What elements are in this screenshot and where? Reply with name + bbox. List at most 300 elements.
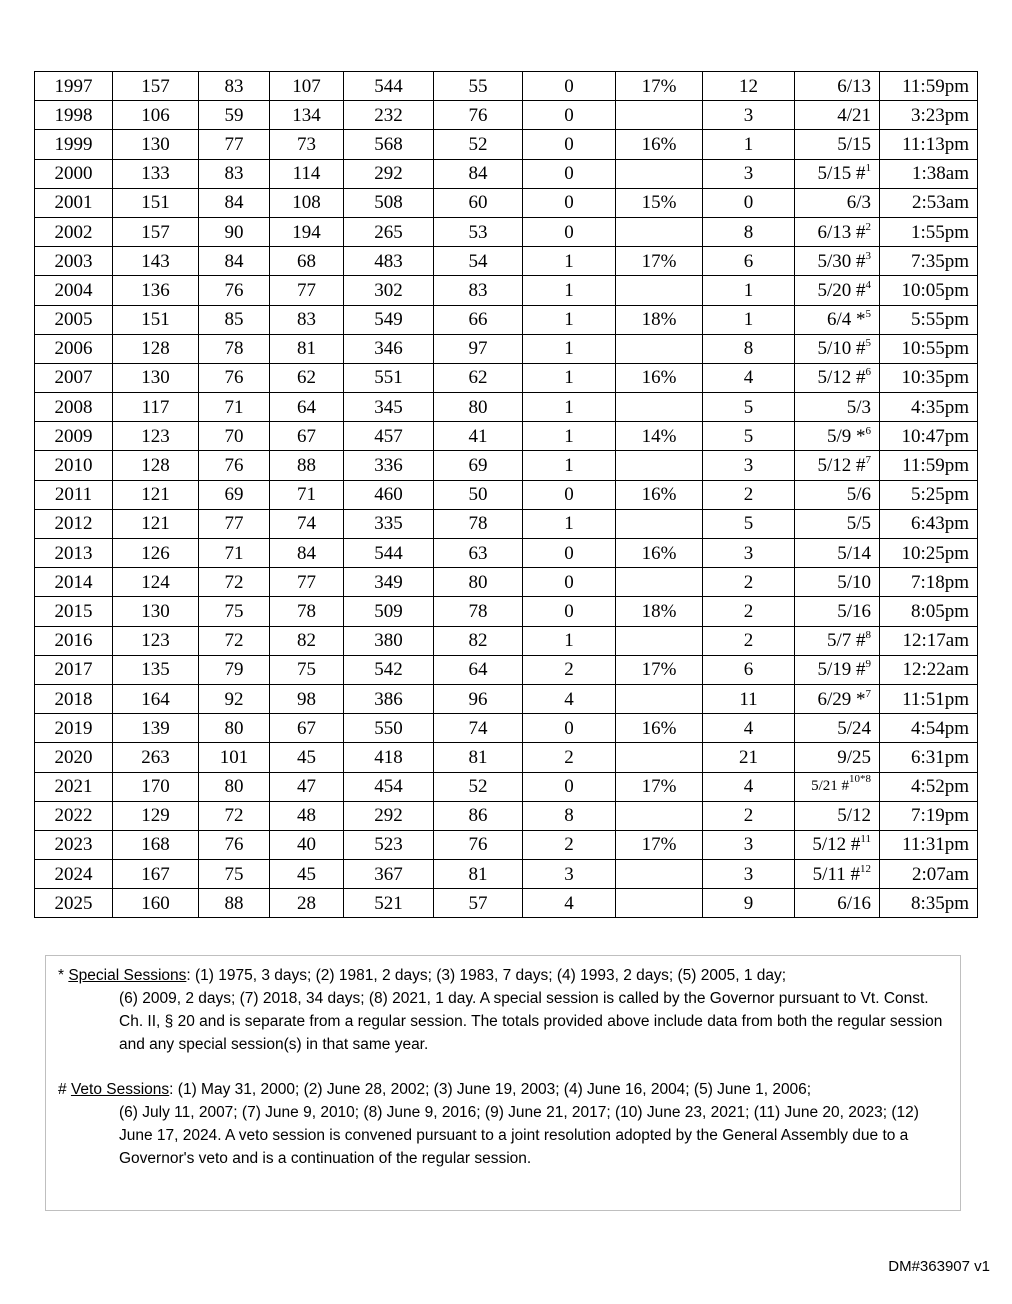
cell-adjourn-date bbox=[795, 597, 880, 626]
cell-col-4: 48 bbox=[270, 801, 344, 830]
cell-col-6: 76 bbox=[434, 830, 523, 859]
cell-col-6: 83 bbox=[434, 276, 523, 305]
cell-col-7: 0 bbox=[523, 772, 616, 801]
cell-col-2: 123 bbox=[113, 626, 199, 655]
cell-year: 1999 bbox=[35, 130, 113, 159]
special-sessions-list: : (1) 1975, 3 days; (2) 1981, 2 days; (3) 1983, 7 days; (4) 1993, 2 days; (5) 2005, 1 day; bbox=[186, 967, 787, 984]
cell-col-3: 80 bbox=[199, 714, 270, 743]
cell-percent: 16% bbox=[616, 363, 703, 392]
adjourn-date-text: 5/30 # bbox=[817, 250, 866, 272]
cell-col-5: 460 bbox=[344, 480, 434, 509]
cell-adjourn-time: 6:31pm bbox=[880, 743, 978, 772]
adjourn-date-text: 5/11 # bbox=[812, 863, 860, 885]
cell-adjourn-date bbox=[795, 101, 880, 130]
cell-col-7: 0 bbox=[523, 568, 616, 597]
cell-adjourn-date bbox=[795, 539, 880, 568]
cell-col-2: 106 bbox=[113, 101, 199, 130]
cell-adjourn-date bbox=[795, 130, 880, 159]
cell-col-3: 59 bbox=[199, 101, 270, 130]
cell-col-6: 55 bbox=[434, 72, 523, 101]
cell-col-7: 0 bbox=[523, 159, 616, 188]
cell-col-2: 151 bbox=[113, 305, 199, 334]
cell-col-9: 3 bbox=[703, 830, 795, 859]
cell-col-2: 130 bbox=[113, 130, 199, 159]
cell-col-4: 74 bbox=[270, 509, 344, 538]
cell-year: 2008 bbox=[35, 393, 113, 422]
cell-percent bbox=[616, 801, 703, 830]
cell-adjourn-date bbox=[795, 422, 880, 451]
cell-adjourn-time: 11:13pm bbox=[880, 130, 978, 159]
cell-percent: 17% bbox=[616, 72, 703, 101]
cell-col-6: 64 bbox=[434, 655, 523, 684]
cell-col-5: 521 bbox=[344, 889, 434, 918]
cell-col-2: 124 bbox=[113, 568, 199, 597]
cell-col-5: 302 bbox=[344, 276, 434, 305]
cell-col-6: 97 bbox=[434, 334, 523, 363]
cell-year: 2015 bbox=[35, 597, 113, 626]
cell-adjourn-time: 10:25pm bbox=[880, 539, 978, 568]
cell-col-5: 483 bbox=[344, 247, 434, 276]
cell-adjourn-date bbox=[795, 743, 880, 772]
cell-col-5: 346 bbox=[344, 334, 434, 363]
cell-percent bbox=[616, 743, 703, 772]
cell-col-7: 1 bbox=[523, 393, 616, 422]
cell-col-7: 0 bbox=[523, 539, 616, 568]
adjourn-date-text: 5/21 # bbox=[811, 778, 849, 795]
cell-year: 2023 bbox=[35, 830, 113, 859]
cell-percent: 16% bbox=[616, 539, 703, 568]
cell-col-9: 3 bbox=[703, 539, 795, 568]
cell-col-9: 2 bbox=[703, 568, 795, 597]
cell-col-9: 2 bbox=[703, 801, 795, 830]
cell-percent bbox=[616, 393, 703, 422]
cell-col-4: 194 bbox=[270, 217, 344, 246]
table-row bbox=[35, 305, 978, 334]
cell-percent bbox=[616, 334, 703, 363]
cell-col-9: 5 bbox=[703, 422, 795, 451]
cell-adjourn-time: 8:05pm bbox=[880, 597, 978, 626]
cell-percent bbox=[616, 860, 703, 889]
footnote-marker: 9 bbox=[865, 658, 871, 671]
cell-col-4: 78 bbox=[270, 597, 344, 626]
cell-year: 2009 bbox=[35, 422, 113, 451]
cell-col-9: 0 bbox=[703, 188, 795, 217]
cell-col-2: 135 bbox=[113, 655, 199, 684]
table-row bbox=[35, 655, 978, 684]
cell-col-4: 67 bbox=[270, 714, 344, 743]
cell-col-5: 544 bbox=[344, 72, 434, 101]
cell-percent bbox=[616, 159, 703, 188]
cell-percent bbox=[616, 217, 703, 246]
cell-col-5: 345 bbox=[344, 393, 434, 422]
table-row bbox=[35, 393, 978, 422]
cell-col-6: 80 bbox=[434, 393, 523, 422]
table-row bbox=[35, 772, 978, 801]
cell-col-3: 78 bbox=[199, 334, 270, 363]
adjourn-date-text: 5/14 bbox=[837, 542, 871, 564]
veto-sessions-description: (6) July 11, 2007; (7) June 9, 2010; (8) June 9, 2016; (9) June 21, 2017; (10) June 23, 2021; (11) June 20, 2023; (12) June 17, 2024. A veto session is convened pursuant to a joint resolution adopted by the General Assembly due to a Governor's veto and is a continuation of the regular session. bbox=[119, 1104, 919, 1167]
table-row bbox=[35, 889, 978, 918]
table-row bbox=[35, 597, 978, 626]
adjourn-date-text: 5/5 bbox=[846, 513, 871, 535]
cell-col-6: 53 bbox=[434, 217, 523, 246]
footnote-marker: 4 bbox=[865, 278, 871, 291]
cell-year: 2013 bbox=[35, 539, 113, 568]
cell-col-4: 77 bbox=[270, 276, 344, 305]
cell-adjourn-date bbox=[795, 393, 880, 422]
cell-col-5: 386 bbox=[344, 684, 434, 713]
cell-col-6: 41 bbox=[434, 422, 523, 451]
cell-percent bbox=[616, 451, 703, 480]
cell-col-4: 71 bbox=[270, 480, 344, 509]
cell-col-7: 0 bbox=[523, 72, 616, 101]
footnote-marker: 5 bbox=[865, 337, 871, 350]
cell-col-4: 67 bbox=[270, 422, 344, 451]
cell-col-9: 9 bbox=[703, 889, 795, 918]
cell-col-9: 1 bbox=[703, 130, 795, 159]
table-row bbox=[35, 422, 978, 451]
adjourn-date-text: 5/12 # bbox=[817, 367, 866, 389]
cell-adjourn-date bbox=[795, 480, 880, 509]
cell-col-7: 0 bbox=[523, 480, 616, 509]
cell-col-3: 76 bbox=[199, 830, 270, 859]
cell-col-4: 107 bbox=[270, 72, 344, 101]
adjourn-date-text: 5/16 bbox=[837, 600, 871, 622]
cell-col-2: 168 bbox=[113, 830, 199, 859]
cell-year: 2000 bbox=[35, 159, 113, 188]
cell-adjourn-time: 4:54pm bbox=[880, 714, 978, 743]
cell-col-7: 1 bbox=[523, 451, 616, 480]
cell-year: 2002 bbox=[35, 217, 113, 246]
cell-percent: 15% bbox=[616, 188, 703, 217]
cell-col-6: 66 bbox=[434, 305, 523, 334]
cell-col-5: 549 bbox=[344, 305, 434, 334]
cell-col-3: 83 bbox=[199, 72, 270, 101]
cell-col-4: 40 bbox=[270, 830, 344, 859]
cell-adjourn-time: 5:25pm bbox=[880, 480, 978, 509]
cell-col-4: 98 bbox=[270, 684, 344, 713]
cell-col-5: 509 bbox=[344, 597, 434, 626]
cell-col-2: 121 bbox=[113, 509, 199, 538]
cell-col-3: 88 bbox=[199, 889, 270, 918]
footnote-marker: 1 bbox=[865, 162, 871, 175]
cell-col-3: 76 bbox=[199, 451, 270, 480]
adjourn-date-text: 5/10 # bbox=[817, 338, 866, 360]
cell-col-2: 170 bbox=[113, 772, 199, 801]
cell-col-2: 128 bbox=[113, 451, 199, 480]
cell-col-9: 1 bbox=[703, 276, 795, 305]
cell-col-3: 83 bbox=[199, 159, 270, 188]
cell-col-5: 457 bbox=[344, 422, 434, 451]
cell-col-3: 80 bbox=[199, 772, 270, 801]
table-row bbox=[35, 451, 978, 480]
cell-col-9: 1 bbox=[703, 305, 795, 334]
cell-col-4: 81 bbox=[270, 334, 344, 363]
adjourn-date-text: 6/4 * bbox=[826, 309, 866, 331]
cell-col-3: 77 bbox=[199, 509, 270, 538]
table-row bbox=[35, 130, 978, 159]
cell-year: 2020 bbox=[35, 743, 113, 772]
cell-col-2: 164 bbox=[113, 684, 199, 713]
footnote-marker: 8 bbox=[865, 629, 871, 642]
cell-col-3: 72 bbox=[199, 801, 270, 830]
cell-col-5: 550 bbox=[344, 714, 434, 743]
cell-year: 2022 bbox=[35, 801, 113, 830]
cell-col-4: 62 bbox=[270, 363, 344, 392]
cell-adjourn-time: 7:35pm bbox=[880, 247, 978, 276]
adjourn-date-text: 9/25 bbox=[837, 746, 871, 768]
cell-col-3: 71 bbox=[199, 393, 270, 422]
table-row bbox=[35, 626, 978, 655]
cell-year: 2019 bbox=[35, 714, 113, 743]
cell-col-9: 21 bbox=[703, 743, 795, 772]
cell-adjourn-date bbox=[795, 626, 880, 655]
cell-col-6: 60 bbox=[434, 188, 523, 217]
footnotes-box bbox=[45, 955, 961, 1211]
cell-adjourn-time: 7:19pm bbox=[880, 801, 978, 830]
table-row bbox=[35, 159, 978, 188]
cell-col-5: 544 bbox=[344, 539, 434, 568]
cell-col-6: 96 bbox=[434, 684, 523, 713]
adjourn-date-text: 5/9 * bbox=[826, 425, 866, 447]
cell-col-2: 263 bbox=[113, 743, 199, 772]
cell-col-5: 292 bbox=[344, 801, 434, 830]
cell-col-4: 134 bbox=[270, 101, 344, 130]
cell-percent bbox=[616, 626, 703, 655]
adjourn-date-text: 5/24 bbox=[837, 717, 871, 739]
cell-adjourn-time: 11:59pm bbox=[880, 72, 978, 101]
cell-col-6: 74 bbox=[434, 714, 523, 743]
cell-adjourn-date bbox=[795, 860, 880, 889]
cell-col-7: 1 bbox=[523, 276, 616, 305]
cell-col-7: 1 bbox=[523, 363, 616, 392]
cell-adjourn-time: 1:38am bbox=[880, 159, 978, 188]
special-sessions-note bbox=[58, 964, 948, 1056]
cell-col-2: 123 bbox=[113, 422, 199, 451]
cell-col-9: 3 bbox=[703, 159, 795, 188]
table-row bbox=[35, 830, 978, 859]
footnote-marker: 11 bbox=[860, 833, 871, 846]
cell-adjourn-time: 3:23pm bbox=[880, 101, 978, 130]
cell-col-7: 0 bbox=[523, 130, 616, 159]
cell-col-4: 83 bbox=[270, 305, 344, 334]
cell-col-3: 72 bbox=[199, 568, 270, 597]
cell-col-4: 108 bbox=[270, 188, 344, 217]
cell-adjourn-date bbox=[795, 334, 880, 363]
cell-col-7: 4 bbox=[523, 684, 616, 713]
cell-year: 2012 bbox=[35, 509, 113, 538]
cell-col-2: 126 bbox=[113, 539, 199, 568]
cell-percent bbox=[616, 509, 703, 538]
cell-year: 2005 bbox=[35, 305, 113, 334]
special-sessions-description: (6) 2009, 2 days; (7) 2018, 34 days; (8) 2021, 1 day. A special session is called by the Governor pursuant to Vt. Const. Ch. II, § 20 and is separate from a regular session. The totals provided above include data from both the regular session and any special session(s) in that same year. bbox=[119, 990, 943, 1053]
cell-col-5: 367 bbox=[344, 860, 434, 889]
document-id: DM#363907 v1 bbox=[888, 1258, 990, 1275]
cell-year: 2024 bbox=[35, 860, 113, 889]
cell-col-3: 77 bbox=[199, 130, 270, 159]
cell-adjourn-date bbox=[795, 772, 880, 801]
footnote-marker: 7 bbox=[865, 687, 871, 700]
cell-col-2: 136 bbox=[113, 276, 199, 305]
cell-col-3: 90 bbox=[199, 217, 270, 246]
cell-col-3: 79 bbox=[199, 655, 270, 684]
cell-year: 2001 bbox=[35, 188, 113, 217]
adjourn-date-text: 5/15 bbox=[837, 133, 871, 155]
cell-col-6: 50 bbox=[434, 480, 523, 509]
cell-adjourn-date bbox=[795, 684, 880, 713]
cell-col-9: 6 bbox=[703, 655, 795, 684]
cell-col-9: 2 bbox=[703, 480, 795, 509]
cell-col-6: 86 bbox=[434, 801, 523, 830]
cell-adjourn-time: 8:35pm bbox=[880, 889, 978, 918]
cell-col-3: 84 bbox=[199, 247, 270, 276]
cell-adjourn-date bbox=[795, 276, 880, 305]
cell-percent: 16% bbox=[616, 480, 703, 509]
cell-col-5: 551 bbox=[344, 363, 434, 392]
cell-col-2: 157 bbox=[113, 72, 199, 101]
cell-col-6: 52 bbox=[434, 130, 523, 159]
cell-col-6: 54 bbox=[434, 247, 523, 276]
adjourn-date-text: 5/3 bbox=[846, 396, 871, 418]
table-row bbox=[35, 801, 978, 830]
cell-percent: 14% bbox=[616, 422, 703, 451]
cell-col-2: 133 bbox=[113, 159, 199, 188]
cell-col-7: 1 bbox=[523, 626, 616, 655]
cell-adjourn-time: 4:35pm bbox=[880, 393, 978, 422]
table-row bbox=[35, 188, 978, 217]
cell-col-3: 72 bbox=[199, 626, 270, 655]
cell-adjourn-date bbox=[795, 830, 880, 859]
adjourn-date-text: 6/29 * bbox=[817, 688, 866, 710]
cell-col-7: 1 bbox=[523, 422, 616, 451]
cell-col-9: 3 bbox=[703, 451, 795, 480]
cell-percent: 18% bbox=[616, 305, 703, 334]
footnote-marker: 2 bbox=[865, 220, 871, 233]
table-row bbox=[35, 568, 978, 597]
table-row bbox=[35, 509, 978, 538]
cell-year: 2021 bbox=[35, 772, 113, 801]
cell-col-6: 80 bbox=[434, 568, 523, 597]
cell-year: 1997 bbox=[35, 72, 113, 101]
cell-col-6: 84 bbox=[434, 159, 523, 188]
cell-col-9: 3 bbox=[703, 101, 795, 130]
cell-col-9: 11 bbox=[703, 684, 795, 713]
cell-col-3: 101 bbox=[199, 743, 270, 772]
cell-year: 2014 bbox=[35, 568, 113, 597]
cell-adjourn-date bbox=[795, 247, 880, 276]
cell-col-2: 157 bbox=[113, 217, 199, 246]
adjourn-date-text: 5/6 bbox=[846, 484, 871, 506]
cell-col-7: 4 bbox=[523, 889, 616, 918]
cell-adjourn-date bbox=[795, 655, 880, 684]
cell-adjourn-time: 10:35pm bbox=[880, 363, 978, 392]
cell-col-5: 335 bbox=[344, 509, 434, 538]
cell-col-4: 47 bbox=[270, 772, 344, 801]
cell-col-9: 2 bbox=[703, 626, 795, 655]
adjourn-date-text: 5/12 # bbox=[817, 455, 866, 477]
cell-adjourn-time: 6:43pm bbox=[880, 509, 978, 538]
cell-col-6: 82 bbox=[434, 626, 523, 655]
cell-percent: 16% bbox=[616, 714, 703, 743]
cell-percent: 18% bbox=[616, 597, 703, 626]
cell-adjourn-date bbox=[795, 72, 880, 101]
footnote-marker: 10*8 bbox=[849, 773, 871, 786]
table-row bbox=[35, 684, 978, 713]
cell-col-6: 81 bbox=[434, 860, 523, 889]
cell-col-9: 2 bbox=[703, 597, 795, 626]
table-row bbox=[35, 743, 978, 772]
cell-col-9: 4 bbox=[703, 714, 795, 743]
cell-col-7: 1 bbox=[523, 509, 616, 538]
cell-year: 2011 bbox=[35, 480, 113, 509]
cell-adjourn-time: 7:18pm bbox=[880, 568, 978, 597]
cell-col-4: 68 bbox=[270, 247, 344, 276]
cell-col-4: 77 bbox=[270, 568, 344, 597]
cell-col-4: 75 bbox=[270, 655, 344, 684]
cell-col-7: 0 bbox=[523, 597, 616, 626]
cell-col-2: 129 bbox=[113, 801, 199, 830]
cell-col-7: 0 bbox=[523, 217, 616, 246]
adjourn-date-text: 6/16 bbox=[837, 892, 871, 914]
cell-col-6: 76 bbox=[434, 101, 523, 130]
footnote-marker: 7 bbox=[865, 454, 871, 467]
cell-col-2: 151 bbox=[113, 188, 199, 217]
cell-percent: 16% bbox=[616, 130, 703, 159]
cell-percent: 17% bbox=[616, 772, 703, 801]
cell-adjourn-time: 11:31pm bbox=[880, 830, 978, 859]
adjourn-date-text: 6/3 bbox=[846, 192, 871, 214]
footnote-marker: 6 bbox=[865, 366, 871, 379]
cell-col-5: 336 bbox=[344, 451, 434, 480]
cell-adjourn-date bbox=[795, 159, 880, 188]
adjourn-date-text: 5/19 # bbox=[817, 659, 866, 681]
cell-col-9: 6 bbox=[703, 247, 795, 276]
cell-adjourn-time: 5:55pm bbox=[880, 305, 978, 334]
cell-year: 2006 bbox=[35, 334, 113, 363]
cell-col-4: 64 bbox=[270, 393, 344, 422]
cell-col-7: 1 bbox=[523, 334, 616, 363]
cell-col-9: 4 bbox=[703, 363, 795, 392]
adjourn-date-text: 5/7 # bbox=[826, 630, 866, 652]
cell-col-5: 523 bbox=[344, 830, 434, 859]
cell-year: 2004 bbox=[35, 276, 113, 305]
cell-adjourn-time: 1:55pm bbox=[880, 217, 978, 246]
cell-col-7: 3 bbox=[523, 860, 616, 889]
cell-col-5: 232 bbox=[344, 101, 434, 130]
cell-col-7: 1 bbox=[523, 305, 616, 334]
cell-col-4: 84 bbox=[270, 539, 344, 568]
cell-col-4: 45 bbox=[270, 860, 344, 889]
cell-adjourn-date bbox=[795, 714, 880, 743]
adjourn-date-text: 4/21 bbox=[837, 104, 871, 126]
footnote-marker: 5 bbox=[865, 308, 871, 321]
cell-col-5: 380 bbox=[344, 626, 434, 655]
cell-col-7: 2 bbox=[523, 743, 616, 772]
cell-adjourn-date bbox=[795, 217, 880, 246]
table-row bbox=[35, 714, 978, 743]
cell-col-5: 454 bbox=[344, 772, 434, 801]
cell-year: 2025 bbox=[35, 889, 113, 918]
cell-col-3: 76 bbox=[199, 363, 270, 392]
cell-col-2: 167 bbox=[113, 860, 199, 889]
table-row bbox=[35, 860, 978, 889]
cell-col-6: 69 bbox=[434, 451, 523, 480]
cell-year: 1998 bbox=[35, 101, 113, 130]
cell-col-3: 85 bbox=[199, 305, 270, 334]
cell-col-9: 5 bbox=[703, 393, 795, 422]
table-row bbox=[35, 101, 978, 130]
cell-col-9: 5 bbox=[703, 509, 795, 538]
